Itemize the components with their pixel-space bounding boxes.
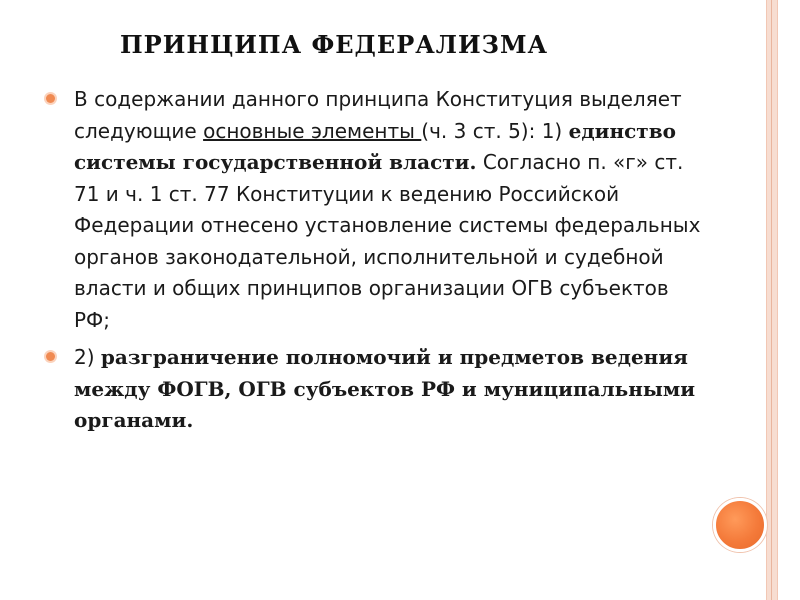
bullet-item-2 xyxy=(44,342,704,437)
bullet-dot-icon xyxy=(46,352,55,361)
bullet-dot-icon xyxy=(46,94,55,103)
bullet-2-bold-text: разграничение полномочий и предметов ведения между ФОГВ, ОГВ субъектов РФ и муниципальными органами. xyxy=(74,345,696,432)
bullet-1-bold-text: единство системы государственной власти. xyxy=(74,118,676,174)
bullet-1-text-end: Согласно п. «г» ст. 71 и ч. 1 ст. 77 Конституции к ведению Российской Федерации отнесено установление системы федеральных органов законодательной, исполнительной и судебной власти и общих принципов организации ОГВ субъектов РФ; xyxy=(74,150,701,332)
bullet-1-text-start: В содержании данного принципа Конституция выделяет следующие xyxy=(74,87,682,143)
bullet-item-1 xyxy=(44,84,704,336)
bullet-1-underlined-text: основные элементы xyxy=(203,118,422,143)
bullet-2-text-start: 2) xyxy=(74,345,101,369)
orange-circle-icon xyxy=(713,498,767,552)
side-decorative-band xyxy=(766,0,778,600)
side-decorative-line xyxy=(771,0,772,600)
bullet-1-text-reference: (ч. 3 ст. 5): 1) xyxy=(421,118,569,143)
bullet-list xyxy=(44,84,704,443)
slide-title: ПРИНЦИПА ФЕДЕРАЛИЗМА xyxy=(120,30,549,59)
